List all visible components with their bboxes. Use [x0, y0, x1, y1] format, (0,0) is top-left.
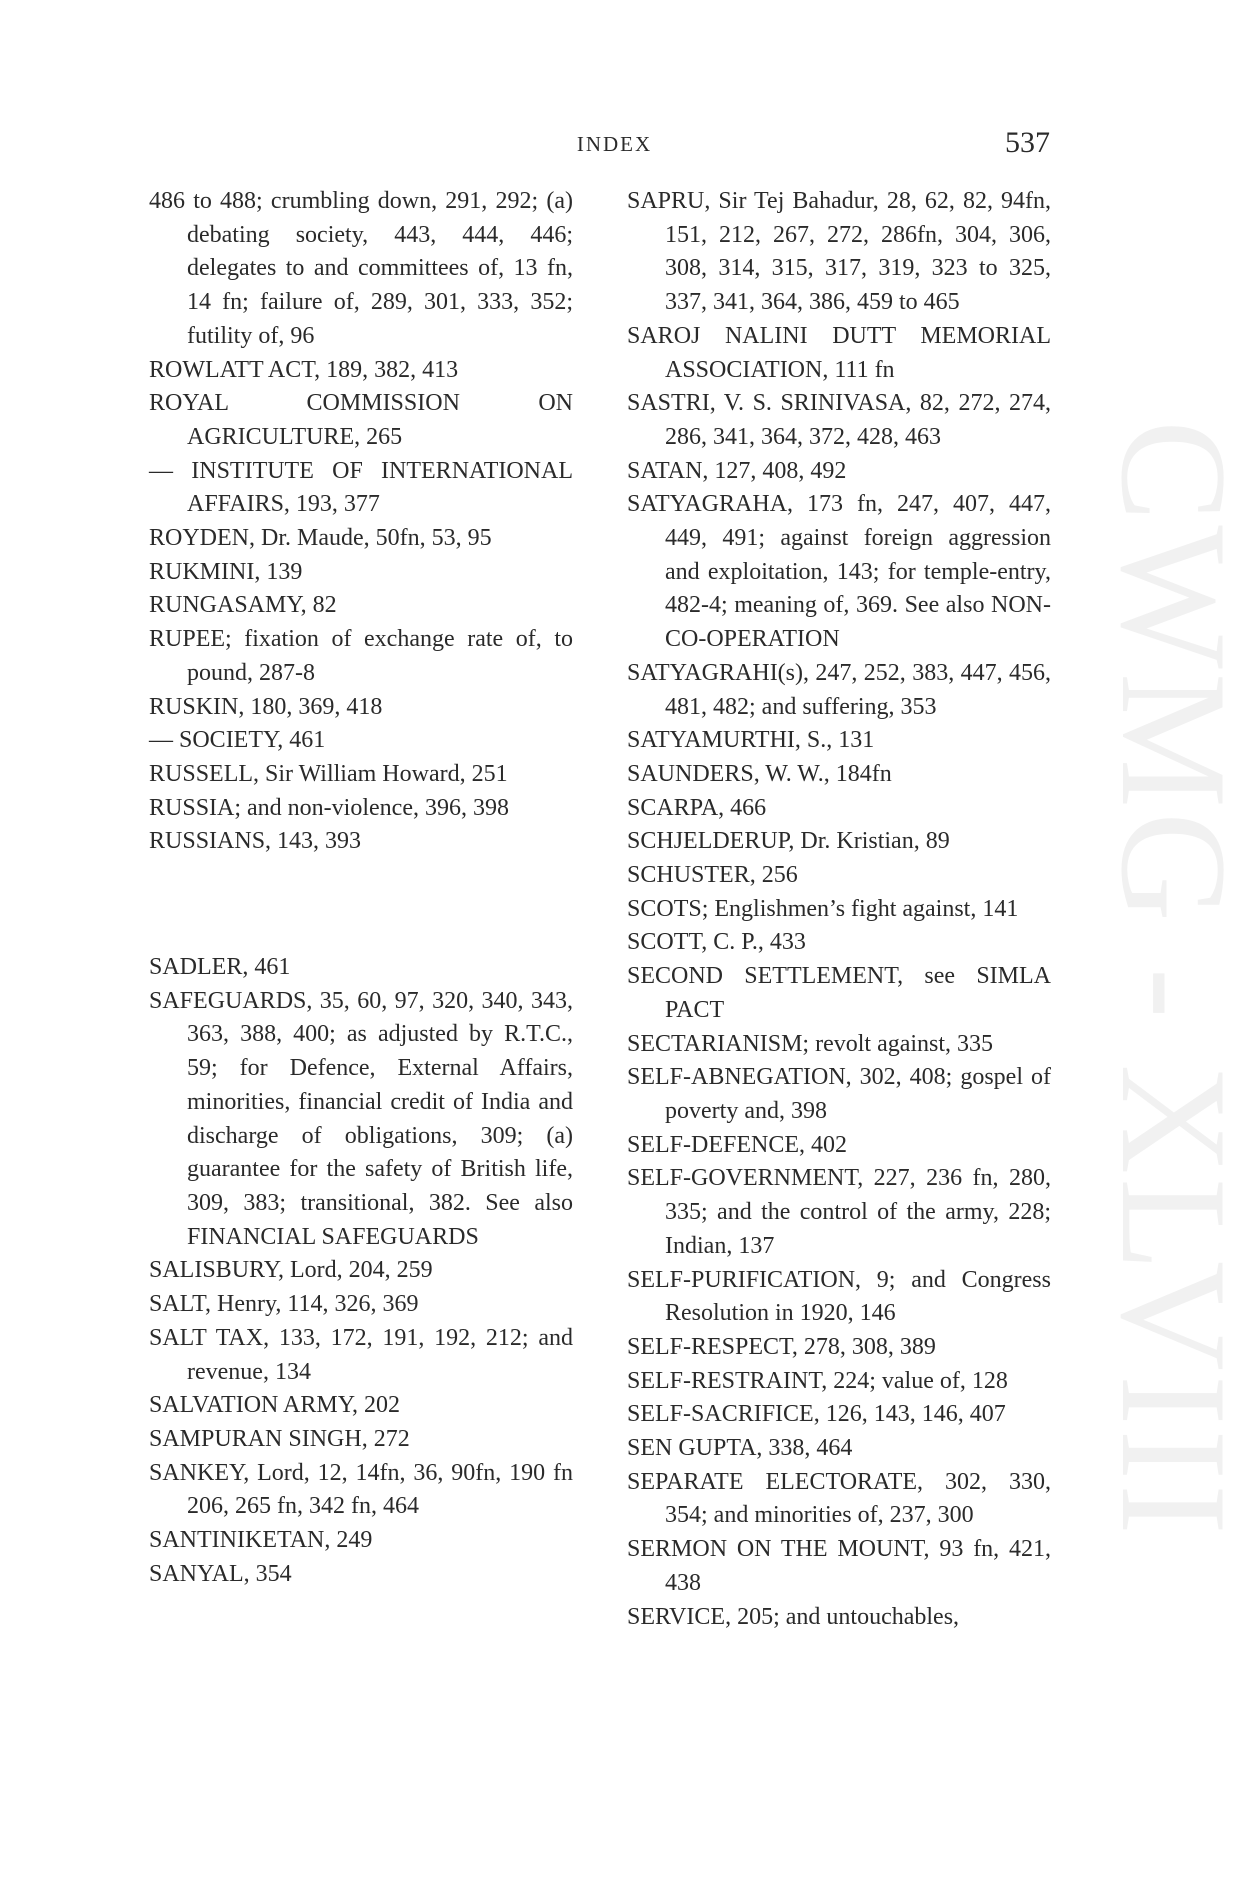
- index-entry: SEPARATE ELECTORATE, 302, 330, 354; and minorities of, 237, 300: [627, 1468, 1051, 1529]
- index-entry: SCHUSTER, 256: [627, 862, 798, 889]
- index-column-left: [149, 185, 573, 1591]
- section-gap: [149, 859, 573, 951]
- index-entry: SANTINIKETAN, 249: [149, 1527, 373, 1554]
- index-entry: RUNGASAMY, 82: [149, 592, 337, 619]
- index-entry: SALT, Henry, 114, 326, 369: [149, 1291, 419, 1318]
- index-entry: RUSKIN, 180, 369, 418: [149, 693, 383, 720]
- index-entry: SERMON ON THE MOUNT, 93 fn, 421, 438: [627, 1536, 1051, 1596]
- index-entry: RUSSIA; and non-violence, 396, 398: [149, 794, 509, 821]
- index-entry: SATYAGRAHA, 173 fn, 247, 407, 447, 449, 491; against foreign aggression and exploitation, 143; for temple-entry, 482-4; meaning of, 369. See also NON-CO-OPERATION: [627, 491, 1051, 653]
- index-entry: SAMPURAN SINGH, 272: [149, 1425, 410, 1452]
- index-entry: SELF-RESTRAINT, 224; value of, 128: [627, 1367, 1008, 1394]
- index-entry: SALISBURY, Lord, 204, 259: [149, 1257, 433, 1284]
- index-entry: SANKEY, Lord, 12, 14fn, 36, 90fn, 190 fn 206, 265 fn, 342 fn, 464: [149, 1459, 573, 1520]
- index-entry: SATYAMURTHI, S., 131: [627, 727, 875, 754]
- index-entry: SADLER, 461: [149, 954, 291, 981]
- index-entry: 486 to 488; crumbling down, 291, 292; (a) debating society, 443, 444, 446; delegates to and committees of, 13 fn, 14 fn; failure of, 289, 301, 333, 352; futility of, 96: [149, 188, 573, 349]
- index-entry: SELF-SACRIFICE, 126, 143, 146, 407: [627, 1401, 1006, 1428]
- index-entry: SALVATION ARMY, 202: [149, 1392, 400, 1419]
- index-entry: SELF-ABNEGATION, 302, 408; gospel of poverty and, 398: [627, 1064, 1051, 1124]
- index-entry: RUSSIANS, 143, 393: [149, 828, 362, 855]
- index-entry: SASTRI, V. S. SRINIVASA, 82, 272, 274, 286, 341, 364, 372, 428, 463: [627, 390, 1051, 450]
- index-entry: — INSTITUTE OF INTERNATIONAL AFFAIRS, 193, 377: [149, 457, 573, 518]
- index-entry: SAROJ NALINI DUTT MEMORIAL ASSOCIATION, 111 fn: [627, 322, 1051, 383]
- index-entry: ROYDEN, Dr. Maude, 50fn, 53, 95: [149, 525, 492, 552]
- index-entry: SAFEGUARDS, 35, 60, 97, 320, 340, 343, 363, 388, 400; as adjusted by R.T.C., 59; for Defence, External Affairs, minorities, financial credit of India and discharge of obligations, 309; (a) guarantee for the safety of British life, 309, 383; transitional, 382. See also FINANCIAL SAFEGUARDS: [149, 987, 573, 1250]
- watermark: CWMG - XLVIII: [1090, 420, 1258, 1539]
- index-entry: RUKMINI, 139: [149, 558, 303, 585]
- page-number: 537: [1005, 126, 1050, 159]
- index-entry: SANYAL, 354: [149, 1560, 292, 1587]
- index-entry: RUSSELL, Sir William Howard, 251: [149, 760, 508, 787]
- index-entry: ROYAL COMMISSION ON AGRICULTURE, 265: [149, 390, 573, 450]
- index-entry: SCOTS; Englishmen’s fight against, 141: [627, 895, 1019, 922]
- running-header-title: INDEX: [576, 132, 653, 156]
- index-column-right: [627, 185, 1051, 1634]
- index-entry: SALT TAX, 133, 172, 191, 192, 212; and revenue, 134: [149, 1324, 573, 1385]
- index-entry: SERVICE, 205; and untouchables,: [627, 1603, 960, 1630]
- index-entry: SAUNDERS, W. W., 184fn: [627, 760, 892, 787]
- index-entry: SELF-DEFENCE, 402: [627, 1131, 848, 1158]
- index-entry: SCARPA, 466: [627, 794, 767, 821]
- index-entry: SELF-PURIFICATION, 9; and Congress Resolution in 1920, 146: [627, 1266, 1051, 1327]
- index-entry: ROWLATT ACT, 189, 382, 413: [149, 356, 459, 383]
- index-entry: SATAN, 127, 408, 492: [627, 457, 847, 484]
- index-entry: — SOCIETY, 461: [149, 727, 326, 754]
- index-entry: SAPRU, Sir Tej Bahadur, 28, 62, 82, 94fn, 151, 212, 267, 272, 286fn, 304, 306, 308, 314, 315, 317, 319, 323 to 325, 337, 341, 364, 386, 459 to 465: [627, 188, 1051, 316]
- index-entry: SELF-GOVERNMENT, 227, 236 fn, 280, 335; and the control of the army, 228; Indian, 137: [627, 1165, 1051, 1259]
- index-entry: SECOND SETTLEMENT, see SIMLA PACT: [627, 963, 1051, 1023]
- index-entry: SCHJELDERUP, Dr. Kristian, 89: [627, 828, 950, 855]
- index-entry: RUPEE; fixation of exchange rate of, to pound, 287-8: [149, 626, 573, 686]
- index-entry: SCOTT, C. P., 433: [627, 929, 806, 956]
- index-entry: SECTARIANISM; revolt against, 335: [627, 1030, 994, 1057]
- index-entry: SEN GUPTA, 338, 464: [627, 1435, 853, 1462]
- index-entry: SELF-RESPECT, 278, 308, 389: [627, 1333, 936, 1360]
- index-entry: SATYAGRAHI(s), 247, 252, 383, 447, 456, 481, 482; and suffering, 353: [627, 659, 1051, 720]
